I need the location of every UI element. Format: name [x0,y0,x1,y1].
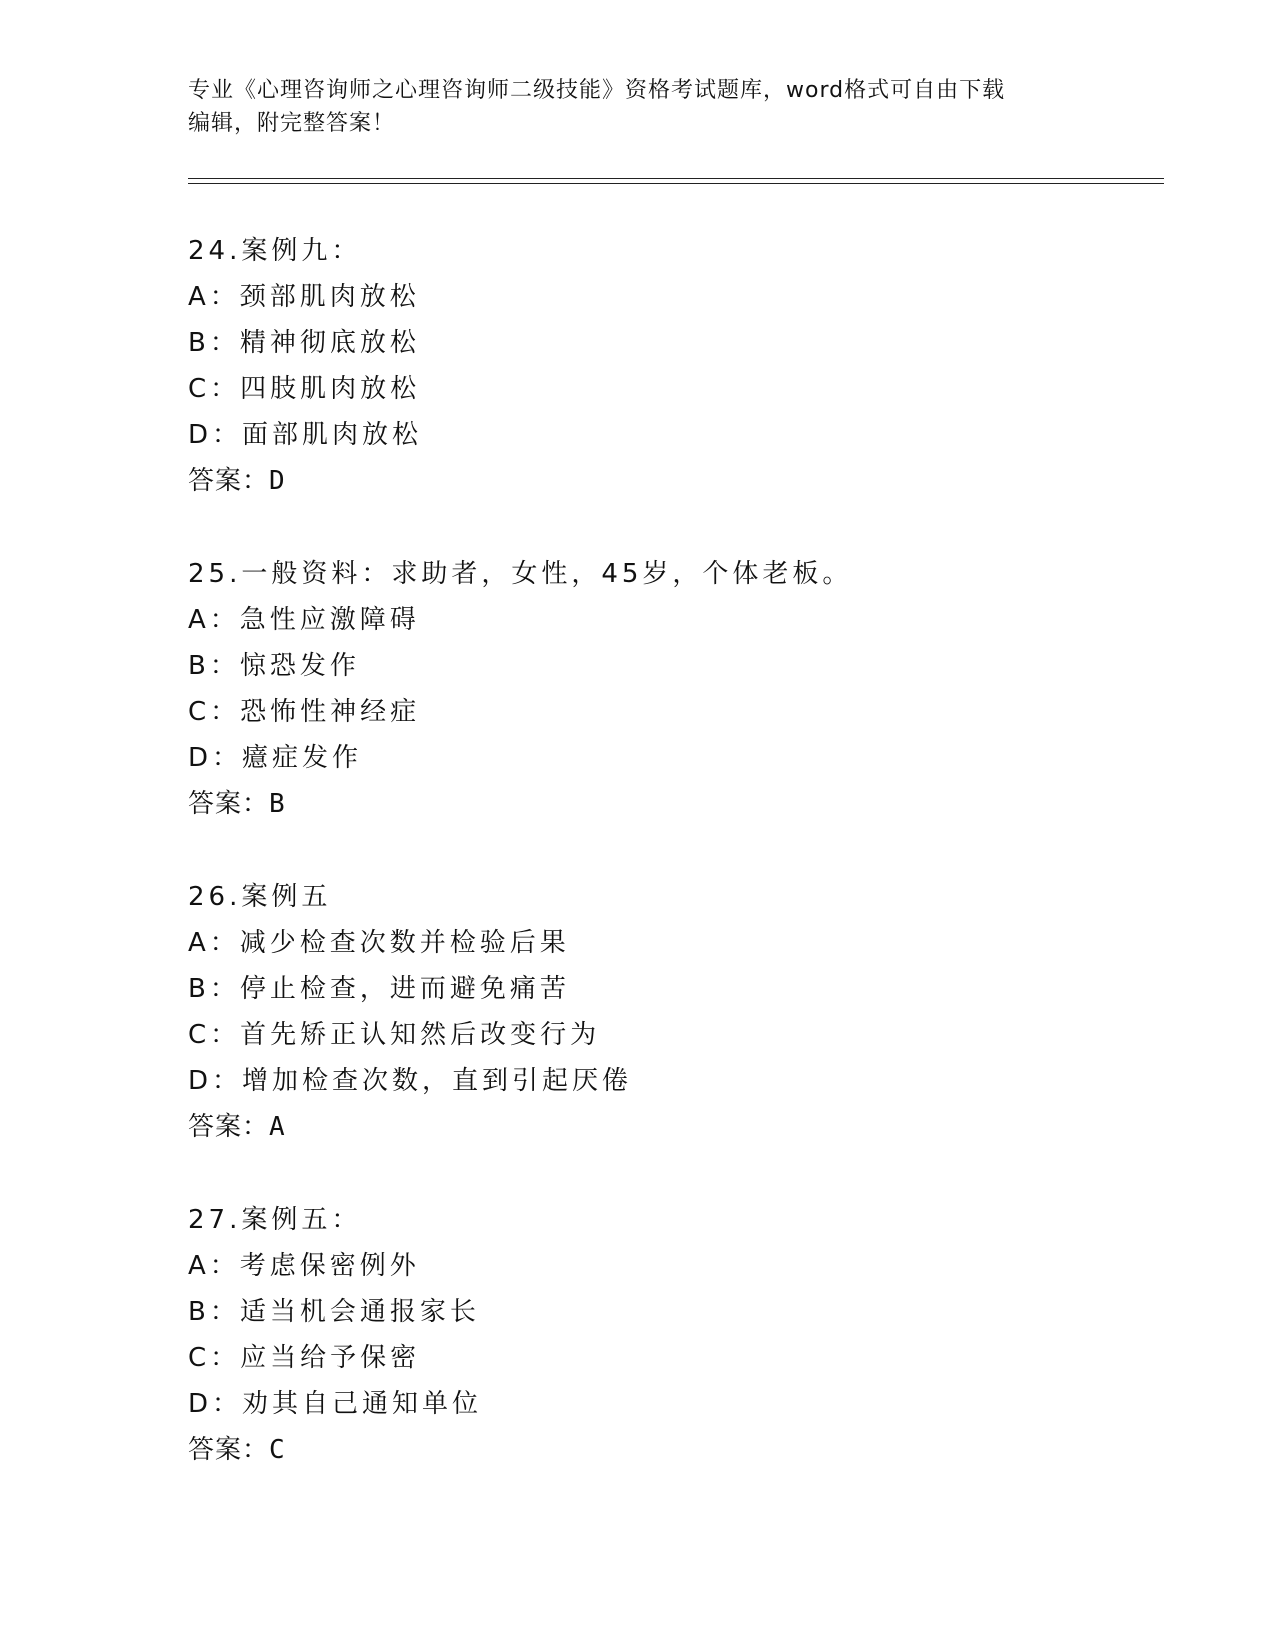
option-c: C：四肢肌肉放松 [188,374,421,404]
option-a: A：急性应激障碍 [188,605,420,635]
option-b: B：惊恐发作 [188,651,360,681]
answer-label: 答案： [188,466,270,496]
answer-label: 答案： [188,1112,270,1142]
option-d: D：增加检查次数，直到引起厌倦 [188,1066,633,1096]
answer-label: 答案： [188,789,270,819]
option-d: D：面部肌肉放松 [188,420,423,450]
option-b: B：精神彻底放松 [188,328,420,358]
answer-value: B [269,789,286,819]
question-25 [188,551,1088,827]
answer-value: D [269,466,286,496]
answer-value: C [269,1435,286,1465]
option-c: C：应当给予保密 [188,1343,421,1373]
answer [188,1427,1088,1473]
option-d: D：癔症发作 [188,743,363,773]
option-a: A：考虑保密例外 [188,1251,420,1281]
option-c: C：首先矫正认知然后改变行为 [188,1020,601,1050]
option-a: A：颈部肌肉放松 [188,282,420,312]
answer [188,781,1088,827]
question-title: 27.案例五： [188,1205,362,1235]
option-b: B：适当机会通报家长 [188,1297,480,1327]
option-b: B：停止检查，进而避免痛苦 [188,974,570,1004]
question-24 [188,228,1088,504]
option-a: A：减少检查次数并检验后果 [188,928,570,958]
question-26 [188,874,1088,1150]
question-title: 25.一般资料：求助者，女性，45岁，个体老板。 [188,559,853,589]
answer-label: 答案： [188,1435,270,1465]
question-27 [188,1197,1088,1473]
question-title: 26.案例五 [188,882,332,912]
header-line-2: 编辑，附完整答案！ [188,111,396,136]
header-divider-top [188,178,1164,179]
answer [188,1104,1088,1150]
header-line-1: 专业《心理咨询师之心理咨询师二级技能》资格考试题库，word格式可自由下载 [188,78,1006,103]
option-d: D：劝其自己通知单位 [188,1389,483,1419]
header-divider-bottom [188,183,1164,184]
document-header [188,74,1088,140]
answer-value: A [269,1112,286,1142]
option-c: C：恐怖性神经症 [188,697,421,727]
question-title: 24.案例九： [188,236,362,266]
answer [188,458,1088,504]
